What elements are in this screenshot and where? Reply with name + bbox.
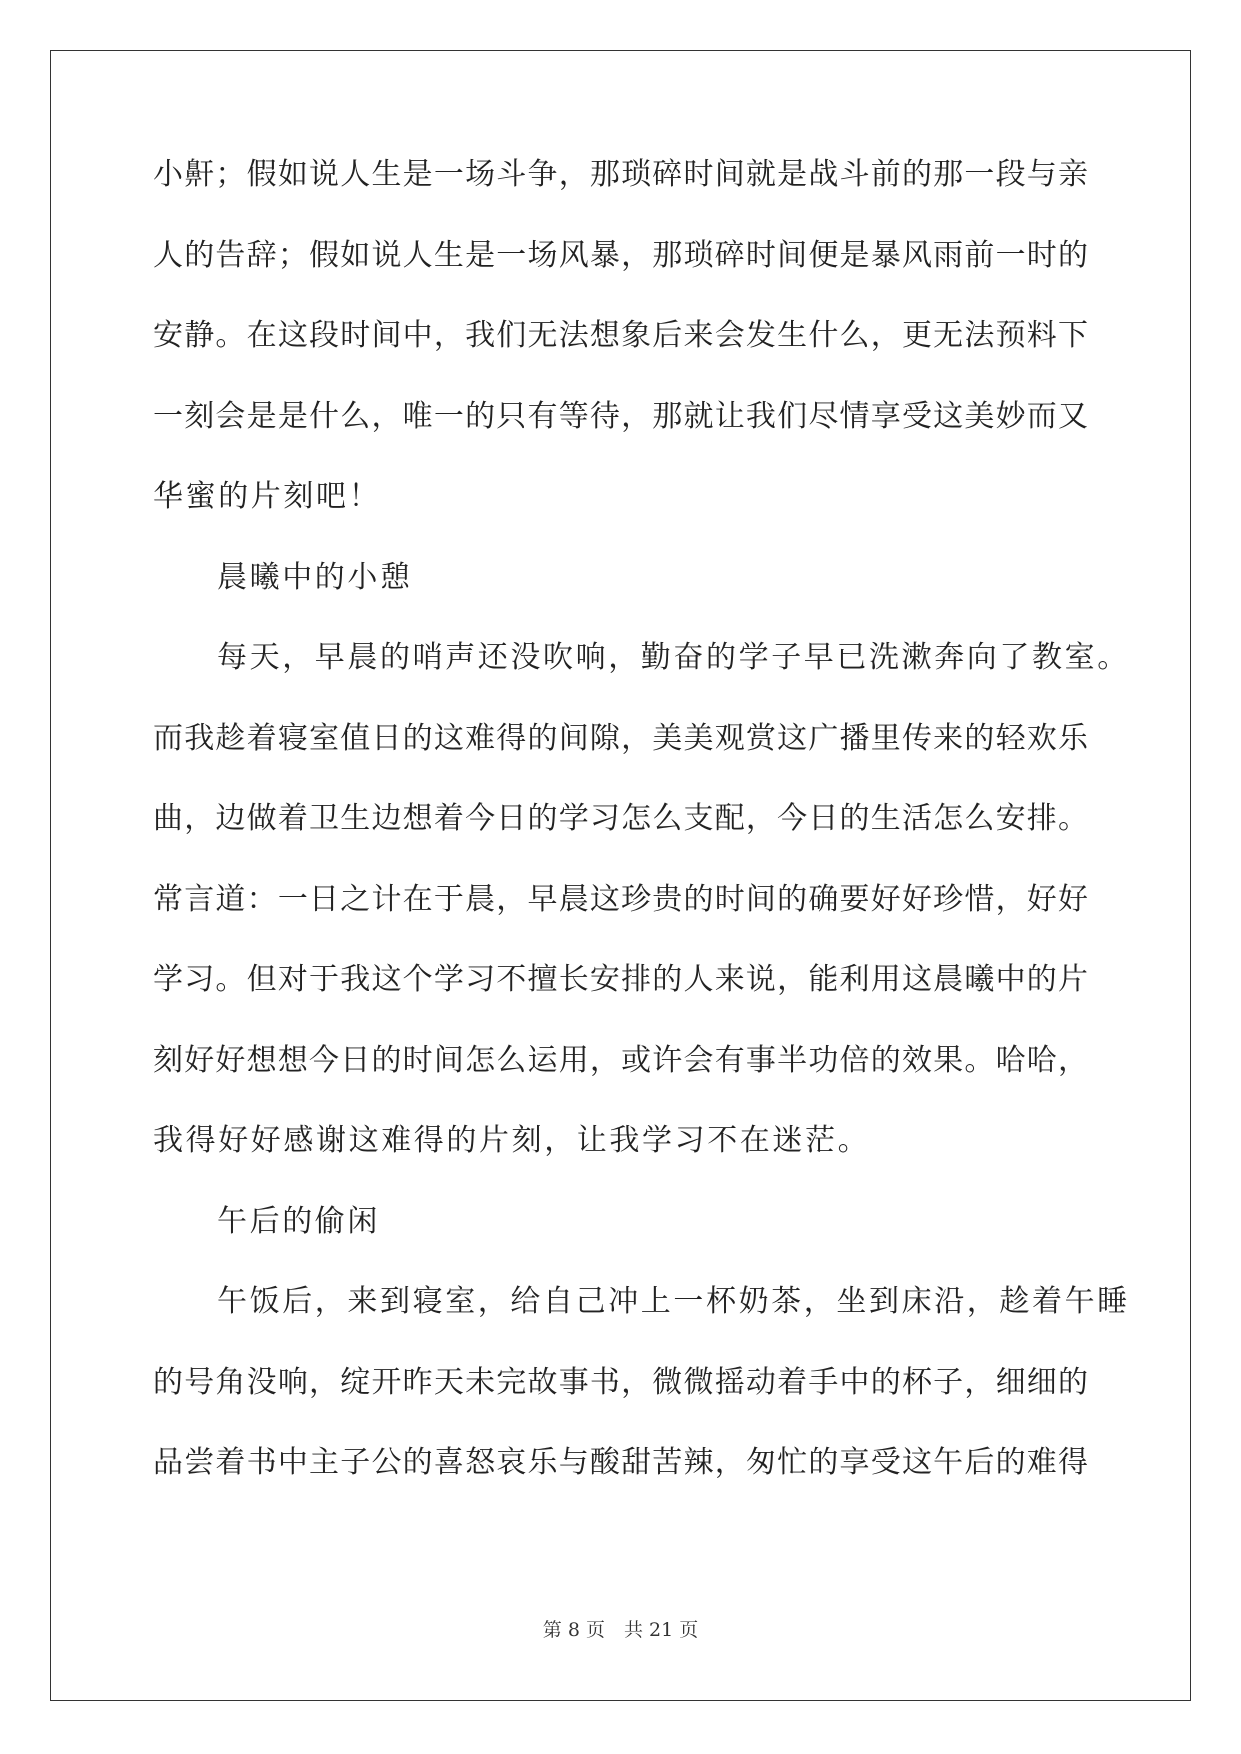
text-line: 而我趁着寝室值日的这难得的间隙，美美观赏这广播里传来的轻欢乐 [153, 720, 1088, 756]
text-line: 人的告辞；假如说人生是一场风暴，那琐碎时间便是暴风雨前一时的 [153, 237, 1088, 273]
text-line: 安静。在这段时间中，我们无法想象后来会发生什么，更无法预料下 [153, 318, 1088, 353]
text-line: 我得好好感谢这难得的片刻，让我学习不在迷茫。 [153, 1123, 871, 1158]
text-line: 小鼾；假如说人生是一场斗争，那琐碎时间就是战斗前的那一段与亲 [153, 157, 1088, 192]
text-line: 每天，早晨的哨声还没吹响，勤奋的学子早已洗漱奔向了教室。 [217, 640, 1130, 675]
section-heading: 晨曦中的小憩 [217, 559, 413, 595]
document-body [153, 157, 1130, 1527]
section-heading: 午后的偷闲 [217, 1203, 380, 1239]
text-line: 华蜜的片刻吧！ [153, 479, 382, 514]
text-line: 常言道：一日之计在于晨，早晨这珍贵的时间的确要好好珍惜，好好 [153, 881, 1088, 917]
text-line: 曲，边做着卫生边想着今日的学习怎么支配，今日的生活怎么安排。 [153, 801, 1088, 836]
text-line: 午饭后，来到寝室，给自己冲上一杯奶茶，坐到床沿，趁着午睡 [217, 1284, 1130, 1319]
page-number: 第 8 页 共 21 页 [542, 1619, 699, 1641]
text-line: 刻好好想想今日的时间怎么运用，或许会有事半功倍的效果。哈哈， [153, 1042, 1088, 1078]
text-line: 品尝着书中主子公的喜怒哀乐与酸甜苦辣，匆忙的享受这午后的难得 [153, 1445, 1088, 1480]
text-line: 的号角没响，绽开昨天未完故事书，微微摇动着手中的杯子，细细的 [153, 1364, 1088, 1400]
text-line: 学习。但对于我这个学习不擅长安排的人来说，能利用这晨曦中的片 [153, 962, 1088, 997]
text-line: 一刻会是是什么，唯一的只有等待，那就让我们尽情享受这美妙而又 [153, 398, 1088, 434]
